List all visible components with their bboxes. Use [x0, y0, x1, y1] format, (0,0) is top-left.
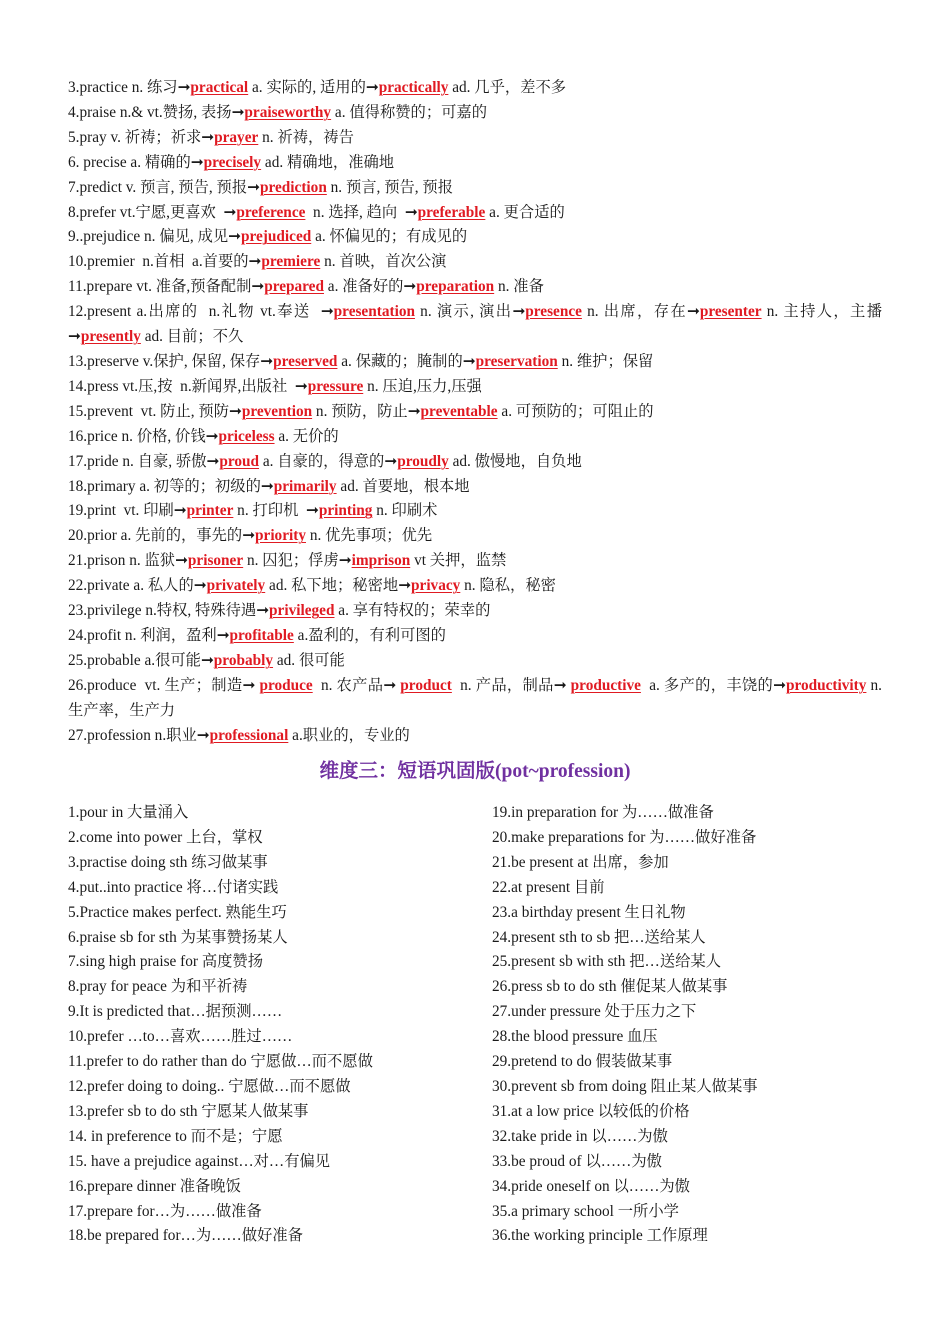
entry-text: a. 无价的 — [274, 427, 339, 445]
derived-word: preference — [236, 203, 306, 221]
phrase-item: 3.practise doing sth 练习做某事 — [68, 853, 268, 871]
derived-word: privately — [206, 577, 266, 595]
entry-text: 5.pray v. 祈祷；祈求➞ — [68, 128, 215, 146]
word-entry — [68, 101, 882, 126]
phrase-item: 21.be present at 出席，参加 — [492, 853, 669, 871]
phrase-item: 34.pride oneself on 以……为傲 — [492, 1177, 690, 1195]
entry-text: n. 选择, 趋向 ➞ — [305, 203, 418, 221]
phrase-item: 20.make preparations for 为……做好准备 — [492, 828, 757, 846]
entry-text: a. 值得称赞的；可嘉的 — [331, 103, 488, 121]
entry-text: 16.price n. 价格, 价钱➞ — [68, 427, 219, 445]
entry-text: 14.press vt.压,按 n.新闻界,出版社 ➞ — [68, 377, 308, 395]
derived-word: prevention — [241, 402, 313, 420]
entry-text: 18.primary a. 初等的；初级的➞ — [68, 477, 274, 495]
entry-text: 9..prejudice n. 偏见, 成见➞ — [68, 228, 241, 246]
word-entry — [68, 549, 882, 574]
phrase-item: 9.It is predicted that…据预测…… — [68, 1003, 283, 1021]
entry-text: 17.pride n. 自豪, 骄傲➞ — [68, 452, 220, 470]
phrase-item: 17.prepare for…为……做准备 — [68, 1202, 262, 1220]
derived-word: imprison — [351, 552, 411, 570]
entry-text: 15.prevent vt. 防止, 预防➞ — [68, 402, 242, 420]
word-entry — [68, 176, 882, 201]
entry-text: 20.prior a. 先前的，事先的➞ — [68, 527, 256, 545]
phrase-item: 16.prepare dinner 准备晚饭 — [68, 1177, 241, 1195]
entry-text: n. 演示, 演出➞ — [414, 303, 526, 321]
entry-text: ad. 私下地；秘密地➞ — [265, 577, 412, 595]
derived-word: primarily — [273, 477, 337, 495]
phrase-item: 27.under pressure 处于压力之下 — [492, 1003, 697, 1021]
word-entry — [68, 624, 882, 649]
entry-text: a. 多产的，丰饶的➞ — [640, 676, 786, 694]
entry-text: ad. 目前；不久 — [140, 328, 244, 346]
entry-text: a. 怀偏见的；有成见的 — [311, 228, 468, 246]
phrase-item: 31.at a low price 以较低的价格 — [492, 1102, 690, 1120]
entry-text: a. 更合适的 — [485, 203, 565, 221]
entry-text: a. 自豪的，得意的➞ — [259, 452, 398, 470]
phrase-list-right — [492, 801, 892, 1249]
entry-text: n.生产率，生产力 — [68, 676, 883, 719]
phrase-item: 35.a primary school 一所小学 — [492, 1202, 679, 1220]
phrase-item: 25.present sb with sth 把…送给某人 — [492, 953, 722, 971]
word-entry — [68, 425, 882, 450]
derived-word: prayer — [214, 128, 259, 146]
phrase-item: 2.come into power 上台，掌权 — [68, 828, 263, 846]
derived-word: premiere — [261, 253, 321, 271]
word-entry — [68, 649, 882, 674]
derived-word: prisoner — [187, 552, 244, 570]
phrase-item: 4.put..into practice 将…付诸实践 — [68, 878, 279, 896]
derived-word: produce — [259, 676, 313, 694]
phrase-item: 33.be proud of 以……为傲 — [492, 1152, 662, 1170]
phrase-item: 19.in preparation for 为……做准备 — [492, 804, 714, 821]
derived-word: prediction — [259, 178, 327, 196]
entry-text: 4.praise n.& vt.赞扬, 表扬➞ — [68, 103, 245, 121]
entry-text: 7.predict v. 预言, 预告, 预报➞ — [68, 178, 260, 196]
entry-text: ad. 精确地，准确地 — [261, 153, 395, 171]
section-title: 维度三：短语巩固版(pot~profession) — [319, 761, 631, 782]
entry-text: n. 隐私，秘密 — [460, 577, 556, 595]
derived-word: preferable — [417, 203, 486, 221]
entry-text: 27.profession n.职业➞ — [68, 726, 210, 744]
phrase-item: 14. in preference to 而不是；宁愿 — [68, 1127, 283, 1145]
derived-word: presently — [80, 328, 141, 346]
derived-word: practically — [378, 79, 449, 96]
derived-word: prepared — [264, 278, 324, 296]
derived-word: product — [400, 676, 452, 694]
phrase-item: 6.praise sb for sth 为某事赞扬某人 — [68, 928, 288, 946]
entry-text: 26.produce vt. 生产；制造➞ — [68, 676, 260, 694]
phrase-item: 5.Practice makes perfect. 熟能生巧 — [68, 903, 287, 921]
entry-text: n. 祈祷，祷告 — [258, 128, 354, 146]
entry-text: n. 囚犯；俘虏➞ — [243, 552, 352, 570]
entry-text: a. 保藏的；腌制的➞ — [337, 352, 476, 370]
word-entry — [68, 225, 882, 250]
entry-text: 22.private a. 私人的➞ — [68, 577, 207, 595]
word-entry — [68, 450, 882, 475]
derived-word: preparation — [416, 278, 495, 296]
word-entry — [68, 151, 882, 176]
derived-word: privacy — [411, 577, 461, 595]
entry-text: 8.prefer vt.宁愿,更喜欢 ➞ — [68, 203, 237, 221]
entry-text: ad. 首要地，根本地 — [336, 477, 470, 495]
derived-word: printer — [186, 502, 234, 520]
entry-text: a. 实际的, 适用的➞ — [248, 79, 379, 96]
phrase-item: 7.sing high praise for 高度赞扬 — [68, 953, 264, 971]
phrase-item: 10.prefer …to…喜欢……胜过…… — [68, 1028, 293, 1046]
entry-text: 6. precise a. 精确的➞ — [68, 153, 204, 171]
phrase-list-left — [68, 801, 478, 1249]
derived-word: practical — [190, 79, 249, 96]
derived-word: preservation — [475, 352, 558, 370]
derived-word: productive — [570, 676, 641, 694]
entry-text: n. 打印机 ➞ — [233, 502, 319, 520]
word-entry — [68, 375, 882, 400]
entry-text: a. 享有特权的；荣幸的 — [334, 602, 491, 620]
phrase-item: 28.the blood pressure 血压 — [492, 1028, 658, 1046]
entry-text: 13.preserve v.保护, 保留, 保存➞ — [68, 352, 274, 370]
phrase-item: 18.be prepared for…为……做好准备 — [68, 1227, 303, 1245]
entry-text: n. 产品，制品➞ — [451, 676, 571, 694]
entry-text: n. 主持人，主播➞ — [68, 303, 882, 346]
word-entry — [68, 574, 882, 599]
derived-word: prejudiced — [240, 228, 312, 246]
entry-text: n. 压迫,压力,压强 — [363, 377, 482, 395]
entry-text: n. 预言, 预告, 预报 — [326, 178, 454, 196]
word-entry — [68, 76, 882, 101]
entry-text: 23.privilege n.特权, 特殊待遇➞ — [68, 602, 270, 620]
entry-text: 19.print vt. 印刷➞ — [68, 502, 187, 520]
entry-text: n. 准备 — [494, 278, 544, 296]
phrase-item: 23.a birthday present 生日礼物 — [492, 903, 686, 921]
entry-text: n. 印刷术 — [372, 502, 438, 520]
entry-text: a.盈利的，有利可图的 — [293, 626, 446, 644]
entry-text: vt 关押，监禁 — [410, 552, 507, 570]
phrase-item: 26.press sb to do sth 催促某人做某事 — [492, 978, 728, 996]
phrase-item: 32.take pride in 以……为傲 — [492, 1127, 668, 1145]
word-entry — [68, 126, 882, 151]
derived-word: pressure — [307, 377, 364, 395]
entry-text: 12.present a.出席的 n.礼物 vt.奉送 ➞ — [68, 303, 334, 321]
word-entry — [68, 599, 882, 624]
entry-text: n. 预防，防止➞ — [312, 402, 421, 420]
entry-text: 21.prison n. 监狱➞ — [68, 552, 188, 570]
phrase-item: 12.prefer doing to doing.. 宁愿做…而不愿做 — [68, 1077, 351, 1095]
word-entry — [68, 300, 882, 350]
derived-word: praiseworthy — [244, 103, 332, 121]
phrase-item: 13.prefer sb to do sth 宁愿某人做某事 — [68, 1102, 309, 1120]
entry-text: n. 出席，存在➞ — [581, 303, 700, 321]
word-entry — [68, 524, 882, 549]
word-entry — [68, 275, 882, 300]
entry-text: n. 首映，首次公演 — [320, 253, 447, 271]
entry-text: 11.prepare vt. 准备,预备配制➞ — [68, 278, 265, 296]
word-entry — [68, 674, 882, 724]
entry-text: 3.practice n. 练习➞ — [68, 79, 191, 96]
phrase-item: 29.pretend to do 假装做某事 — [492, 1053, 673, 1071]
phrase-item: 11.prefer to do rather than do 宁愿做…而不愿做 — [68, 1053, 373, 1071]
derived-word: precisely — [203, 153, 262, 171]
entry-text: ad. 傲慢地，自负地 — [448, 452, 582, 470]
word-entry — [68, 350, 882, 375]
entry-text: a. 准备好的➞ — [323, 278, 417, 296]
derived-word: priority — [255, 527, 306, 545]
entry-text: ad. 几乎，差不多 — [448, 79, 567, 96]
entry-text: a.职业的，专业的 — [288, 726, 410, 744]
entry-text: 24.profit n. 利润，盈利➞ — [68, 626, 230, 644]
derived-word: preventable — [420, 402, 498, 420]
derived-word: professional — [209, 726, 289, 744]
phrase-item: 30.prevent sb from doing 阻止某人做某事 — [492, 1077, 758, 1095]
entry-text: 25.probable a.很可能➞ — [68, 651, 214, 669]
word-entry — [68, 250, 882, 275]
word-entry — [68, 201, 882, 226]
entry-text: n. 农产品➞ — [312, 676, 401, 694]
derived-word: printing — [318, 502, 373, 520]
word-entry — [68, 475, 882, 500]
word-family-list — [68, 76, 882, 748]
derived-word: presenter — [699, 303, 762, 321]
derived-word: proud — [219, 452, 260, 470]
derived-word: presence — [525, 303, 582, 321]
phrase-item: 8.pray for peace 为和平祈祷 — [68, 978, 248, 996]
derived-word: productivity — [785, 676, 867, 694]
entry-text: ad. 很可能 — [273, 651, 345, 669]
phrase-item: 1.pour in 大量涌入 — [68, 804, 189, 821]
entry-text: 10.premier n.首相 a.首要的➞ — [68, 253, 262, 271]
entry-text: a. 可预防的；可阻止的 — [497, 402, 654, 420]
derived-word: preserved — [273, 352, 338, 370]
phrase-item: 36.the working principle 工作原理 — [492, 1227, 708, 1245]
entry-text: n. 维护；保留 — [557, 352, 654, 370]
phrase-item: 22.at present 目前 — [492, 878, 605, 896]
phrase-item: 15. have a prejudice against…对…有偏见 — [68, 1152, 331, 1170]
word-entry — [68, 724, 882, 749]
derived-word: proudly — [397, 452, 449, 470]
entry-text: n. 优先事项；优先 — [306, 527, 433, 545]
derived-word: profitable — [229, 626, 294, 644]
word-entry — [68, 499, 882, 524]
derived-word: probably — [213, 651, 274, 669]
phrase-item: 24.present sth to sb 把…送给某人 — [492, 928, 706, 946]
derived-word: presentation — [333, 303, 415, 321]
derived-word: privileged — [269, 602, 335, 620]
derived-word: priceless — [218, 427, 275, 445]
word-entry — [68, 400, 882, 425]
